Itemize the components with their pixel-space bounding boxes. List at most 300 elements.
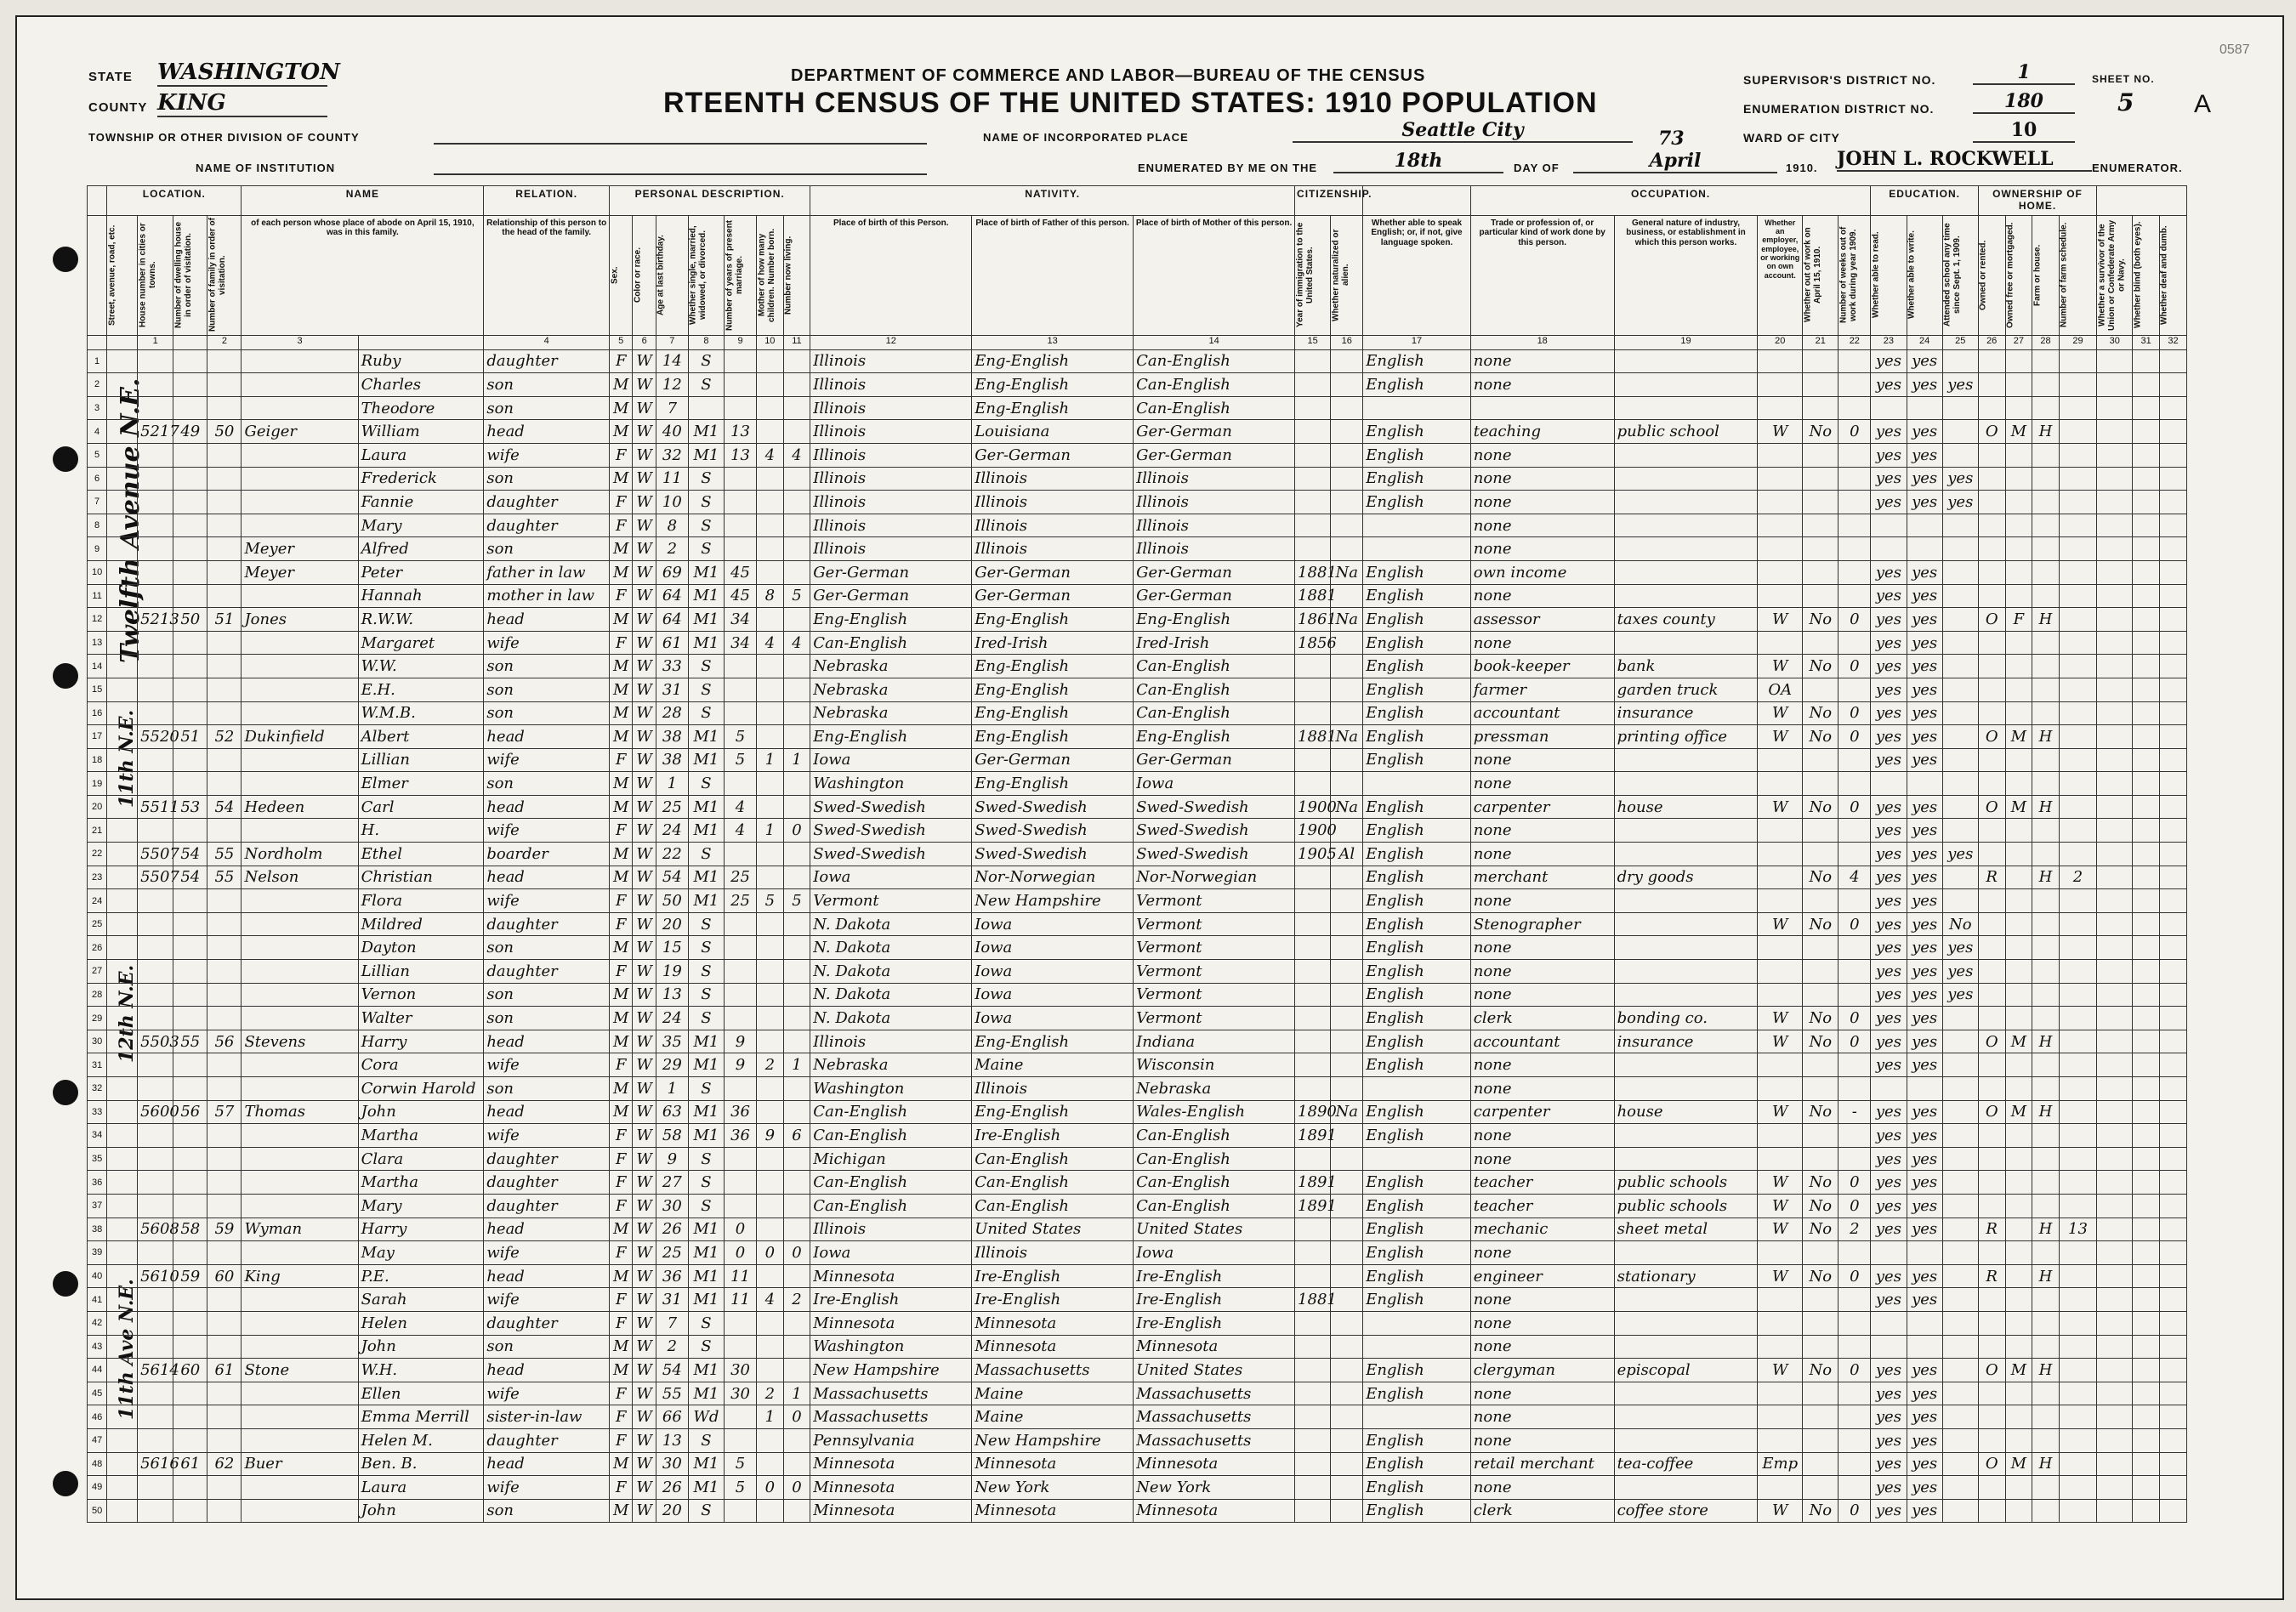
cell-occ: assessor: [1470, 608, 1614, 632]
cell-d: [173, 1311, 207, 1335]
cell-lang: English: [1363, 1288, 1471, 1312]
cell-h: [138, 1241, 173, 1265]
cell-sex: M: [610, 936, 633, 960]
cell-age: 12: [656, 373, 688, 397]
cell-own: [1978, 443, 2005, 467]
cell-occ: none: [1470, 1288, 1614, 1312]
cell-yi: [1295, 514, 1331, 537]
cell-ym: 30: [725, 1382, 757, 1405]
cell-ind: public schools: [1614, 1194, 1758, 1218]
empty-cell: [2159, 1147, 2186, 1171]
cell-rel: son: [484, 1077, 610, 1101]
cell-cb: 4: [757, 1288, 784, 1312]
cell-ow: [1803, 1476, 1839, 1500]
cell-cl: [783, 866, 810, 889]
cell-sur: [242, 1311, 358, 1335]
cell-rel: daughter: [484, 349, 610, 373]
cell-emp: [1758, 889, 1803, 913]
cell-emp: [1758, 1311, 1803, 1335]
table-row: [88, 1452, 2187, 1476]
empty-cell: [2159, 1241, 2186, 1265]
cell-bf: Ger-German: [972, 748, 1134, 772]
cell-f: [207, 819, 242, 843]
census-grid: [87, 185, 2187, 1559]
cell-fh: [2032, 1147, 2060, 1171]
empty-cell: [107, 584, 138, 608]
column-number: 10: [757, 335, 784, 349]
cell-mar: M1: [688, 1053, 724, 1077]
cell-bf: Eng-English: [972, 349, 1134, 373]
cell-wk: 0: [1839, 912, 1871, 936]
cell-sc: [1942, 795, 1978, 819]
empty-cell: [107, 1241, 138, 1265]
cell-wk: [1839, 491, 1871, 514]
cell-sur: [242, 1194, 358, 1218]
cell-nat: [1331, 1218, 1363, 1241]
cell-emp: Emp: [1758, 1452, 1803, 1476]
cell-rd: yes: [1871, 1194, 1907, 1218]
empty-cell: [2097, 1405, 2133, 1429]
table-row: [88, 1288, 2187, 1312]
cell-ow: No: [1803, 1171, 1839, 1195]
cell-bm: Vermont: [1134, 1007, 1295, 1030]
cell-h: [138, 1077, 173, 1101]
cell-sex: F: [610, 1171, 633, 1195]
cell-wk: [1839, 1382, 1871, 1405]
cell-age: 13: [656, 1428, 688, 1452]
cell-ln: 45: [88, 1382, 107, 1405]
cell-wr: yes: [1907, 866, 1942, 889]
cell-mar: Wd: [688, 1405, 724, 1429]
empty-cell: [2097, 866, 2133, 889]
cell-own: O: [1978, 1030, 2005, 1053]
cell-mar: S: [688, 491, 724, 514]
cell-ym: 4: [725, 795, 757, 819]
cell-cb: [757, 467, 784, 491]
cell-ym: 0: [725, 1218, 757, 1241]
cell-ow: [1803, 1147, 1839, 1171]
cell-emp: [1758, 1335, 1803, 1359]
cell-nat: [1331, 467, 1363, 491]
cell-ln: 9: [88, 537, 107, 561]
empty-cell: [2159, 748, 2186, 772]
cell-col: W: [633, 1124, 656, 1148]
cell-lang: English: [1363, 819, 1471, 843]
cell-rd: yes: [1871, 491, 1907, 514]
cell-bp: Washington: [810, 1335, 972, 1359]
cell-cb: [757, 1428, 784, 1452]
cell-mar: M1: [688, 1124, 724, 1148]
empty-cell: [107, 1335, 138, 1359]
cell-fr: [2005, 678, 2032, 701]
cell-sc: [1942, 1405, 1978, 1429]
empty-cell: [107, 889, 138, 913]
cell-f: [207, 936, 242, 960]
cell-wr: yes: [1907, 1100, 1942, 1124]
cell-rd: yes: [1871, 1264, 1907, 1288]
cell-col: W: [633, 373, 656, 397]
cell-rel: daughter: [484, 1171, 610, 1195]
cell-sex: M: [610, 1218, 633, 1241]
cell-bf: Eng-English: [972, 725, 1134, 749]
cell-cl: [783, 843, 810, 866]
cell-yi: [1295, 1053, 1331, 1077]
cell-sex: M: [610, 795, 633, 819]
cell-h: 5507: [138, 866, 173, 889]
cell-h: 5520: [138, 725, 173, 749]
cell-rel: son: [484, 772, 610, 796]
cell-ind: [1614, 936, 1758, 960]
cell-wr: yes: [1907, 1030, 1942, 1053]
cell-cb: 2: [757, 1382, 784, 1405]
cell-occ: teacher: [1470, 1171, 1614, 1195]
cell-cl: 5: [783, 889, 810, 913]
cell-ym: 25: [725, 889, 757, 913]
cell-giv: May: [358, 1241, 484, 1265]
cell-fh: [2032, 1241, 2060, 1265]
column-number: 8: [688, 335, 724, 349]
cell-cl: [783, 655, 810, 678]
cell-d: 56: [173, 1100, 207, 1124]
cell-sc: yes: [1942, 373, 1978, 397]
cell-ind: [1614, 912, 1758, 936]
cell-age: 30: [656, 1194, 688, 1218]
cell-d: [173, 373, 207, 397]
cell-cl: [783, 467, 810, 491]
cell-emp: [1758, 491, 1803, 514]
cell-cl: [783, 373, 810, 397]
table-row: [88, 1171, 2187, 1195]
cell-giv: Martha: [358, 1124, 484, 1148]
cell-mar: [688, 396, 724, 420]
cell-ow: [1803, 843, 1839, 866]
cell-lang: English: [1363, 936, 1471, 960]
cell-wr: yes: [1907, 631, 1942, 655]
cell-giv: Harry: [358, 1218, 484, 1241]
empty-cell: [2159, 467, 2186, 491]
cell-wk: [1839, 1288, 1871, 1312]
cell-bm: Can-English: [1134, 701, 1295, 725]
cell-age: 1: [656, 772, 688, 796]
cell-fr: [2005, 1405, 2032, 1429]
cell-lang: [1363, 1311, 1471, 1335]
cell-giv: John: [358, 1499, 484, 1523]
cell-d: [173, 701, 207, 725]
cell-sc: [1942, 1382, 1978, 1405]
column-number: 6: [633, 335, 656, 349]
cell-ind: public school: [1614, 420, 1758, 444]
cell-bf: Iowa: [972, 936, 1134, 960]
cell-own: [1978, 1476, 2005, 1500]
cell-occ: none: [1470, 960, 1614, 984]
cell-cb: [757, 537, 784, 561]
cell-lang: English: [1363, 491, 1471, 514]
cell-col: W: [633, 1359, 656, 1382]
cell-own: R: [1978, 866, 2005, 889]
binder-hole: [53, 446, 78, 472]
cell-sur: [242, 819, 358, 843]
cell-lang: English: [1363, 655, 1471, 678]
cell-cl: [783, 420, 810, 444]
cell-age: 20: [656, 912, 688, 936]
cell-sc: [1942, 537, 1978, 561]
cell-ind: [1614, 631, 1758, 655]
cell-occ: mechanic: [1470, 1218, 1614, 1241]
sheet-label: SHEET NO.: [2092, 73, 2155, 85]
empty-cell: [2159, 912, 2186, 936]
cell-f: [207, 396, 242, 420]
cell-age: 29: [656, 1053, 688, 1077]
cell-col: W: [633, 936, 656, 960]
cell-ym: [725, 960, 757, 984]
cell-cl: [783, 1264, 810, 1288]
empty-cell: [107, 537, 138, 561]
cell-bf: New York: [972, 1476, 1134, 1500]
cell-fr: [2005, 514, 2032, 537]
cell-ind: public schools: [1614, 1171, 1758, 1195]
cell-emp: [1758, 467, 1803, 491]
cell-bp: N. Dakota: [810, 936, 972, 960]
column-number: 32: [2159, 335, 2186, 349]
cell-ow: [1803, 678, 1839, 701]
cell-age: 31: [656, 678, 688, 701]
empty-cell: [107, 1288, 138, 1312]
cell-mar: S: [688, 678, 724, 701]
cell-giv: Walter: [358, 1007, 484, 1030]
cell-cb: [757, 843, 784, 866]
col-employer: Whether an employer, employee, or working on own account.: [1758, 215, 1803, 335]
cell-occ: none: [1470, 537, 1614, 561]
street-label: 11th Ave N.E.: [116, 1279, 138, 1420]
empty-cell: [2097, 748, 2133, 772]
cell-rel: son: [484, 373, 610, 397]
cell-ow: [1803, 467, 1839, 491]
cell-cl: [783, 983, 810, 1007]
cell-fs: [2059, 443, 2096, 467]
cell-sur: Thomas: [242, 1100, 358, 1124]
cell-fs: [2059, 631, 2096, 655]
cell-sc: [1942, 631, 1978, 655]
cell-cb: [757, 1007, 784, 1030]
cell-f: 60: [207, 1264, 242, 1288]
col-years-married: Number of years of present marriage.: [725, 215, 757, 335]
empty-cell: [2133, 1100, 2160, 1124]
cell-fr: [2005, 1194, 2032, 1218]
table-row: [88, 1359, 2187, 1382]
cell-ln: 48: [88, 1452, 107, 1476]
cell-cl: [783, 1171, 810, 1195]
cell-fh: [2032, 912, 2060, 936]
cell-ow: No: [1803, 1218, 1839, 1241]
cell-lang: English: [1363, 983, 1471, 1007]
cell-ind: taxes county: [1614, 608, 1758, 632]
cell-col: W: [633, 537, 656, 561]
cell-wr: yes: [1907, 1264, 1942, 1288]
cell-fh: [2032, 491, 2060, 514]
empty-cell: [2159, 1452, 2186, 1476]
binder-hole: [53, 1080, 78, 1105]
cell-own: [1978, 1053, 2005, 1077]
cell-h: 5600: [138, 1100, 173, 1124]
cell-ln: 43: [88, 1335, 107, 1359]
cell-wr: yes: [1907, 1194, 1942, 1218]
cell-cb: [757, 514, 784, 537]
cell-ym: 9: [725, 1030, 757, 1053]
empty-cell: [2133, 983, 2160, 1007]
cell-ow: [1803, 1335, 1839, 1359]
cell-age: 25: [656, 795, 688, 819]
cell-bm: Wisconsin: [1134, 1053, 1295, 1077]
cell-ow: [1803, 1124, 1839, 1148]
cell-sc: [1942, 701, 1978, 725]
cell-wr: yes: [1907, 560, 1942, 584]
col-write: Whether able to write.: [1907, 215, 1942, 335]
cell-cl: 0: [783, 1241, 810, 1265]
cell-bf: Massachusetts: [972, 1359, 1134, 1382]
cell-sur: [242, 1241, 358, 1265]
empty-cell: [2097, 1288, 2133, 1312]
empty-cell: [2097, 420, 2133, 444]
cell-bm: Vermont: [1134, 889, 1295, 913]
empty-cell: [2133, 1359, 2160, 1382]
cell-mar: S: [688, 701, 724, 725]
cell-age: 31: [656, 1288, 688, 1312]
cell-emp: [1758, 1053, 1803, 1077]
cell-lang: English: [1363, 1053, 1471, 1077]
cell-own: [1978, 1194, 2005, 1218]
cell-yi: 1881: [1295, 560, 1331, 584]
cell-ow: No: [1803, 655, 1839, 678]
cell-bf: Eng-English: [972, 608, 1134, 632]
census-sheet: [15, 15, 2284, 1600]
cell-d: 54: [173, 866, 207, 889]
cell-rd: yes: [1871, 1171, 1907, 1195]
cell-rel: son: [484, 1335, 610, 1359]
cell-giv: Alfred: [358, 537, 484, 561]
empty-cell: [2133, 866, 2160, 889]
column-number: 27: [2005, 335, 2032, 349]
cell-col: W: [633, 866, 656, 889]
cell-h: [138, 1053, 173, 1077]
empty-cell: [107, 1007, 138, 1030]
cell-ln: 28: [88, 983, 107, 1007]
cell-emp: [1758, 960, 1803, 984]
empty-cell: [2097, 560, 2133, 584]
group-relation: RELATION.: [484, 186, 610, 216]
cell-mar: M1: [688, 584, 724, 608]
cell-wk: [1839, 1476, 1871, 1500]
cell-fh: H: [2032, 1452, 2060, 1476]
empty-cell: [2097, 960, 2133, 984]
cell-rd: yes: [1871, 373, 1907, 397]
column-number: 7: [656, 335, 688, 349]
cell-fr: [2005, 819, 2032, 843]
cell-wr: yes: [1907, 912, 1942, 936]
cell-wr: yes: [1907, 608, 1942, 632]
cell-rel: head: [484, 866, 610, 889]
cell-yi: 1856: [1295, 631, 1331, 655]
cell-rd: yes: [1871, 584, 1907, 608]
cell-yi: 1881: [1295, 725, 1331, 749]
column-number: 15: [1295, 335, 1331, 349]
cell-nat: Na: [1331, 608, 1363, 632]
cell-sur: [242, 1077, 358, 1101]
cell-col: W: [633, 772, 656, 796]
cell-col: W: [633, 819, 656, 843]
enumerated-label: ENUMERATED BY ME ON THE: [1138, 162, 1318, 174]
cell-own: O: [1978, 1100, 2005, 1124]
table-row: [88, 1335, 2187, 1359]
cell-sur: Geiger: [242, 420, 358, 444]
cell-sex: F: [610, 584, 633, 608]
census-rows: [88, 349, 2187, 1523]
cell-rel: daughter: [484, 491, 610, 514]
cell-f: [207, 349, 242, 373]
cell-wk: 0: [1839, 1264, 1871, 1288]
empty-cell: [2159, 795, 2186, 819]
cell-ln: 40: [88, 1264, 107, 1288]
cell-rel: son: [484, 936, 610, 960]
cell-fs: [2059, 1147, 2096, 1171]
cell-nat: [1331, 1147, 1363, 1171]
cell-cl: [783, 1335, 810, 1359]
cell-ln: 15: [88, 678, 107, 701]
cell-wk: [1839, 1452, 1871, 1476]
cell-rd: [1871, 1241, 1907, 1265]
empty-cell: [2133, 1218, 2160, 1241]
cell-sur: Wyman: [242, 1218, 358, 1241]
cell-sc: [1942, 584, 1978, 608]
cell-wk: [1839, 936, 1871, 960]
cell-mar: S: [688, 936, 724, 960]
cell-ln: 36: [88, 1171, 107, 1195]
cell-giv: Corwin Harold: [358, 1077, 484, 1101]
cell-col: W: [633, 1405, 656, 1429]
cell-giv: Ruby: [358, 349, 484, 373]
cell-col: W: [633, 1382, 656, 1405]
cell-bm: Eng-English: [1134, 725, 1295, 749]
cell-wk: -: [1839, 1100, 1871, 1124]
cell-wr: yes: [1907, 1359, 1942, 1382]
cell-rel: head: [484, 1030, 610, 1053]
cell-f: [207, 1405, 242, 1429]
table-row: [88, 843, 2187, 866]
cell-f: [207, 960, 242, 984]
table-row: [88, 584, 2187, 608]
cell-bp: Can-English: [810, 1100, 972, 1124]
cell-own: [1978, 1288, 2005, 1312]
cell-ind: coffee store: [1614, 1499, 1758, 1523]
cell-bf: Maine: [972, 1053, 1134, 1077]
cell-nat: [1331, 537, 1363, 561]
cell-fr: [2005, 1171, 2032, 1195]
cell-lang: English: [1363, 701, 1471, 725]
cell-d: 54: [173, 843, 207, 866]
cell-nat: [1331, 396, 1363, 420]
cell-fh: [2032, 349, 2060, 373]
cell-yi: [1295, 1007, 1331, 1030]
cell-f: [207, 1476, 242, 1500]
empty-cell: [107, 1030, 138, 1053]
cell-emp: [1758, 1405, 1803, 1429]
cell-fr: [2005, 1428, 2032, 1452]
cell-giv: Lillian: [358, 748, 484, 772]
cell-ln: 42: [88, 1311, 107, 1335]
cell-ln: 30: [88, 1030, 107, 1053]
cell-nat: [1331, 1311, 1363, 1335]
column-number: [107, 335, 138, 349]
empty-cell: [2133, 725, 2160, 749]
